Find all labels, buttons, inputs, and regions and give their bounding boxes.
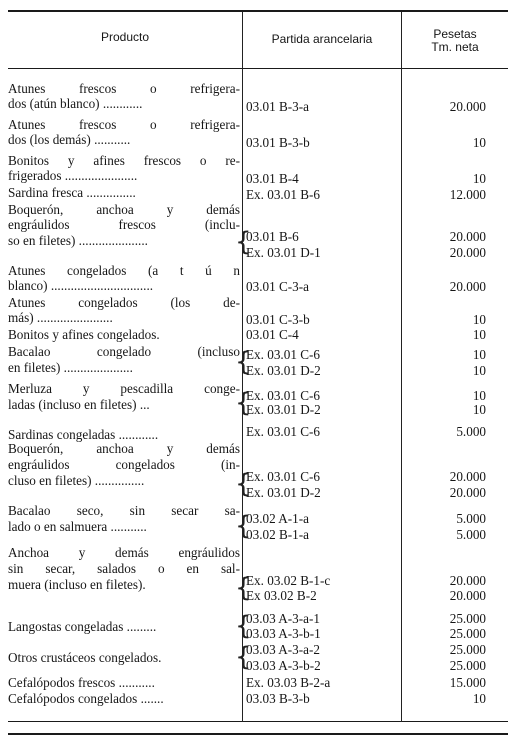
row-code-14: 03.01 C-4 (246, 327, 299, 342)
brace-boqueron-frescos: { (235, 227, 252, 257)
row-text-12: Atunes congelados (los de- (8, 295, 240, 310)
row-text-7: Boquerón, anchoa y demás (8, 202, 240, 217)
row-text-21: engráulidos congelados (in- (8, 457, 240, 472)
row-text-35: Cefalópodos frescos ........... (8, 675, 155, 690)
row-code-34: 03.03 A-3-b-2 (246, 658, 321, 673)
row-text-2: Atunes frescos o refrigera- (8, 117, 240, 132)
row-code-25: 03.02 A-1-a (246, 511, 309, 526)
row-code-1: 03.01 B-3-a (246, 99, 309, 114)
row-code-19: Ex. 03.01 C-6 (246, 424, 320, 439)
row-text-1: dos (atún blanco) ............ (8, 96, 143, 111)
row-text-11: blanco) ............................... (8, 278, 154, 293)
row-value-35: 15.000 (449, 675, 486, 690)
row-text-4: Bonitos y afines frescos o re- (8, 153, 240, 168)
brace-boqueron-congelados: { (235, 469, 252, 499)
bottom-rule-1 (8, 721, 508, 722)
row-code-11: 03.01 C-3-a (246, 279, 309, 294)
row-value-15: 10 (472, 347, 486, 362)
header-pesetas-line-2: Tm. neta (431, 40, 479, 54)
row-text-27: Anchoa y demás engráulidos (8, 545, 240, 560)
row-text-16: en filetes) ..................... (8, 360, 133, 375)
row-text-14: Bonitos y afines congelados. (8, 327, 160, 342)
row-text-9: so en filetes) ..................... (8, 233, 148, 248)
row-text-19: Sardinas congeladas ............ (8, 427, 159, 442)
row-code-29: Ex. 03.02 B-1-c (246, 573, 331, 588)
row-text-3: dos (los demás) ........... (8, 132, 131, 147)
row-text-33: Otros crustáceos congelados. (8, 650, 162, 665)
header-bottom-rule (8, 68, 508, 69)
row-code-31: 03.03 A-3-a-1 (246, 611, 320, 626)
row-code-36: 03.03 B-3-b (246, 691, 310, 706)
row-text-18: ladas (incluso en filetes) ... (8, 397, 150, 412)
brace-langostas: { (235, 611, 252, 641)
row-value-23: 20.000 (449, 485, 486, 500)
row-value-11: 20.000 (449, 279, 486, 294)
header-pesetas (404, 28, 506, 54)
row-value-16: 10 (472, 363, 486, 378)
row-code-35: Ex. 03.03 B-2-a (246, 675, 331, 690)
row-text-8: engráulidos frescos (inclu- (8, 217, 240, 232)
row-code-13: 03.01 C-3-b (246, 312, 310, 327)
header-producto-text: Producto (100, 30, 150, 44)
header-pesetas-line-1: Pesetas (433, 27, 477, 41)
brace-anchoa: { (235, 573, 252, 603)
row-value-5: 10 (472, 171, 486, 186)
row-text-28: sin secar, salados o en sal- (8, 561, 240, 576)
brace-bacalao-seco: { (235, 511, 252, 541)
row-code-15: Ex. 03.01 C-6 (246, 347, 320, 362)
row-code-17: Ex. 03.01 C-6 (246, 388, 320, 403)
row-code-33: 03.03 A-3-a-2 (246, 642, 320, 657)
row-value-18: 10 (472, 402, 486, 417)
row-text-25: lado o en salmuera ........... (8, 519, 147, 534)
row-code-23: Ex. 03.01 D-2 (246, 485, 321, 500)
header-partida-text: Partida arancelaria (271, 32, 373, 46)
row-code-26: 03.02 B-1-a (246, 527, 309, 542)
row-value-34: 25.000 (449, 658, 486, 673)
row-code-5: 03.01 B-4 (246, 171, 299, 186)
row-value-22: 20.000 (449, 469, 486, 484)
row-value-32: 25.000 (449, 626, 486, 641)
row-value-17: 10 (472, 388, 486, 403)
row-text-6: Sardina fresca ............... (8, 185, 136, 200)
row-text-0: Atunes frescos o refrigera- (8, 81, 240, 96)
row-code-8: 03.01 B-6 (246, 229, 299, 244)
row-value-29: 20.000 (449, 573, 486, 588)
row-code-30: Ex 03.02 B-2 (246, 588, 317, 603)
brace-merluza: { (235, 388, 252, 418)
row-code-6: Ex. 03.01 B-6 (246, 187, 320, 202)
row-text-36: Cefalópodos congelados ....... (8, 691, 164, 706)
row-value-13: 10 (472, 312, 486, 327)
brace-bacalao-congelado: { (235, 347, 252, 377)
row-text-32: Langostas congeladas ......... (8, 619, 157, 634)
row-text-22: cluso en filetes) ............... (8, 473, 145, 488)
row-value-6: 12.000 (449, 187, 486, 202)
row-text-13: más) ....................... (8, 310, 113, 325)
row-value-31: 25.000 (449, 611, 486, 626)
row-text-29: muera (incluso en filetes). (8, 577, 146, 592)
row-value-14: 10 (472, 327, 486, 342)
row-value-33: 25.000 (449, 642, 486, 657)
row-text-17: Merluza y pescadilla conge- (8, 381, 240, 396)
row-code-9: Ex. 03.01 D-1 (246, 245, 321, 260)
row-value-9: 20.000 (449, 245, 486, 260)
bottom-rule-2 (8, 733, 508, 735)
row-text-5: frigerados ...................... (8, 168, 138, 183)
row-code-22: Ex. 03.01 C-6 (246, 469, 320, 484)
header-producto (10, 31, 240, 44)
row-value-19: 5.000 (456, 424, 486, 439)
row-code-18: Ex. 03.01 D-2 (246, 402, 321, 417)
row-code-16: Ex. 03.01 D-2 (246, 363, 321, 378)
top-rule (8, 10, 508, 12)
row-text-20: Boquerón, anchoa y demás (8, 441, 240, 456)
row-text-10: Atunes congelados (a t ú n (8, 263, 240, 278)
brace-crustaceos: { (235, 642, 252, 672)
row-value-1: 20.000 (449, 99, 486, 114)
row-code-32: 03.03 A-3-b-1 (246, 626, 321, 641)
header-partida (244, 33, 400, 46)
row-value-26: 5.000 (456, 527, 486, 542)
row-value-30: 20.000 (449, 588, 486, 603)
row-text-15: Bacalao congelado (incluso (8, 344, 240, 359)
row-value-3: 10 (472, 135, 486, 150)
row-value-8: 20.000 (449, 229, 486, 244)
row-value-25: 5.000 (456, 511, 486, 526)
row-value-36: 10 (472, 691, 486, 706)
row-text-24: Bacalao seco, sin secar sa- (8, 503, 240, 518)
row-code-3: 03.01 B-3-b (246, 135, 310, 150)
